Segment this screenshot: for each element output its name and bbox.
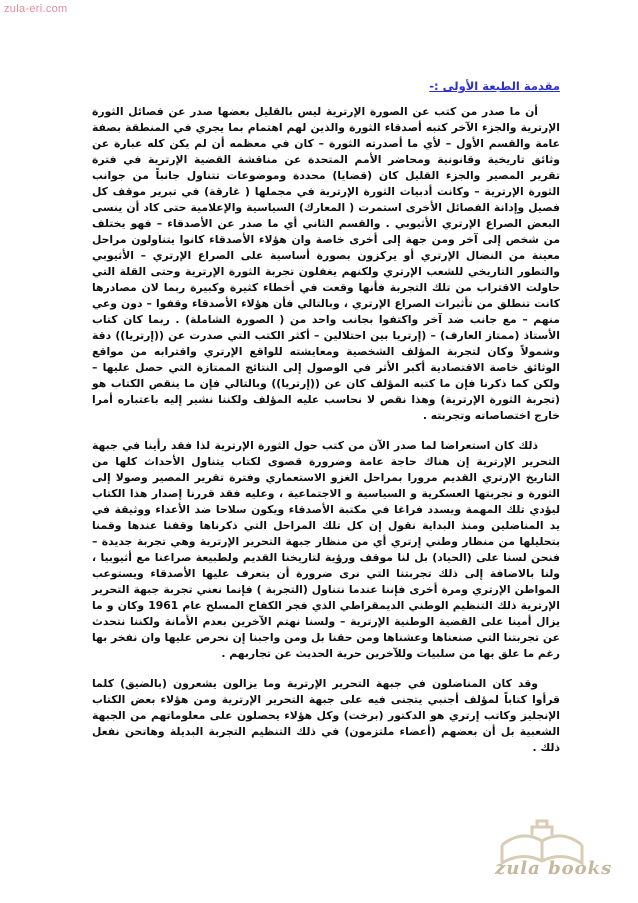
watermark-url: zula-eri.com — [4, 3, 68, 15]
paragraph-2: ذلك كان استعراضا لما صدر الآن من كتب حول الثورة الإرترية لذا فقد رأينا في جبهة التحرير الإرترية إن هناك حاجة عامة وضرورة قصوى لكتاب يتناول الأحداث كلها من التاريخ الإرتري القديم مرورا بمراحل الغزو الاستعماري وفترة تقرير المصير وصولا إلى الثورة و تجربتها العسكرية و السياسية و الاجتماعية ، وعليه فقد قررنا إصدار هذا الكتاب ليؤدي تلك المهمة ويسدد فراغا في مكتبة الأصدقاء ويكون سلاحا ضد الأعداء ووثيقة في يد المناضلين ومنذ البداية نقول إن كل تلك المراحل التي ذكرناها وقفنا عندها وقمنا بتحليلها من منظار وطني إرتري أي من منظار جبهة التحرير الإرترية وهي تجربة جديدة – فنحن لسنا على (الحياد) بل لنا موقف ورؤية لتاريخنا القديم ولطبيعة صراعنا مع أثيوبيا ، ولنا بالاضافة إلى ذلك تجربتنا التي نرى ضرورة أن يتعرف عليها الأصدقاء ويستوعب المواطن الإرتري ومرة أخرى فإننا عندما نتناول (التجربة ) فإنما نعني تجربة جبهة التحرير الإرترية ذلك التنظيم الوطني الديمقراطي الذي فجر الكفاح المسلح عام 1961 وكان و ما يزال أمينا على القضية الوطنية الإرترية – ولسنا نهتم الآخرين بعدم الأمانة ولكننا نتحدث عن تجربتنا التي صنعناها وعشناها ومن حقنا بل ومن واجبنا إن نحرص عليها وان نفخر بها رغم ما علق بها من سلبيات وللآخرين حرية الحديث عن تجاربهم . — [92, 439, 560, 660]
watermark-logo-text: zula books — [495, 858, 613, 879]
document-page — [92, 78, 560, 770]
paragraph-3: وقد كان المناضلون في جبهة التحرير الإرترية وما يزالون يشعرون (بالضيق) كلما قرأوا كتاباً لمؤلف أجنبي يتجنى فيه على جبهة التحرير الإرترية ومن هؤلاء بعض الكتاب الإنجليز وكاتب إرتري هو الدكتور (برخت) وكل هؤلاء يحصلون على معلوماتهم من الجبهة الشعبية بل أن بعضهم (أعضاء ملتزمون) في ذلك التنظيم التجربة البديلة وهاتحن نفعل ذلك . — [92, 677, 560, 754]
paragraph-1: أن ما صدر من كتب عن الصورة الإرترية ليس بالقليل بعضها صدر عن فصائل الثورة الإرترية والجزء الآخر كتبه أصدقاء الثورة والذين لهم اهتمام بما يجري في المنطقة بصفة عامة والقسم الأول – لأي ما أصدرته الثورة – كان في معظمه أن لم يكن كله عبارة عن وثائق تاريخية وقانونية ومحاضر الأمم المتحدة عن مناقشة القضية الإرترية في فترة تقرير المصير والجزء القليل كان (قضايا) محددة وموضوعات تتناول جانباً من جوانب الثورة الإرترية – وكانت أدبيات الثورة الإرترية في مجملها ( غارقة) في تبرير موقف كل فصيل وإدانة الفصائل الأخرى استمرت ( المعارك) السياسية والإعلامية حتى كاد أن ينسى البعض الصراع الإرتري الأثيوبي . والقسم الثاني أي ما صدر عن الأصدقاء – فهو يختلف من شخص إلى آخر ومن جهة إلى أخرى خاصة وان هؤلاء الأصدقاء كانوا يتناولون مراحل معينة من النضال الإرتري أو يركزون بصورة أساسية على الصراع الإرتري – الأثيوبي والتطور التاريخي للشعب الإرتري ولكنهم يغفلون تجربة الثورة الإرترية وحتى القلة التي حاولت الاقتراب من تلك التجربة فأنها وقعت في أخطاء كثيرة وكبيرة ربما لان مصادرها كانت تنطلق من تأثيرات الصراع الإرتري ، وبالتالي فأن هؤلاء الأصدقاء وقفوا – دون وعي منهم – مع جانب ضد آخر واكتفوا بجانب واحد من ( الصورة الشاملة) . ربما كان كتاب الأستاذ (ممتاز العارف) – (إرتريا بين احتلالين – أكثر الكتب التي صدرت عن ((إرتريا)) دقة وشمولاً وكان لتجربة المؤلف الشخصية ومعايشته للواقع الإرتري واقترابه من مواقع الوثائق خاصة الاقتصادية أكبر الأثر في الوصول إلى النتائج الممتازة التي حصل عليها – ولكن كما ذكرنا فإن ما كتبه المؤلف كان عن ((إرتريا)) وبالتالي فإن ما ينقص الكتاب هو (تجربة الثورة الإرترية) وهذا نقص لا نحاسب عليه المؤلف ولكننا نشير إليه باعتباره أمرا خارج اختصاصاته وتجربته . — [92, 105, 560, 422]
document-title: مقدمة الطبعة الأولى :- — [429, 79, 560, 93]
